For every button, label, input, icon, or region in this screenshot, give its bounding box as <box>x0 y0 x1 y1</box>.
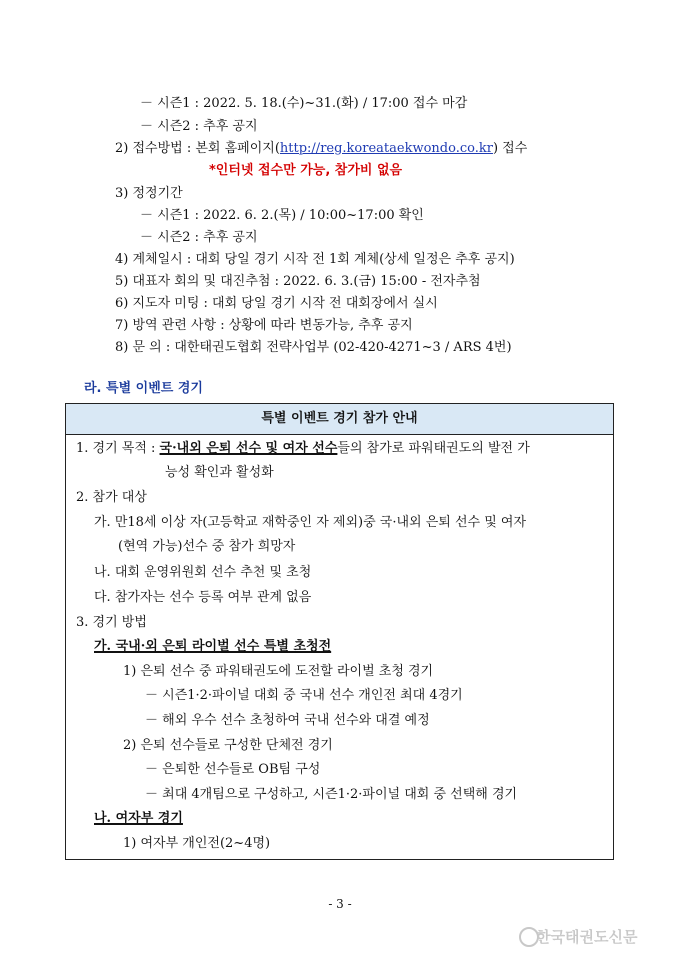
target-b: 나. 대회 운영위원회 선수 추천 및 초청 <box>94 565 312 580</box>
method-a2: 2) 은퇴 선수들로 구성한 단체전 경기 <box>123 738 333 753</box>
method-a1: 1) 은퇴 선수 중 파워태권도에 도전할 라이벌 초청 경기 <box>123 664 434 679</box>
registration-link[interactable]: http://reg.koreataekwondo.co.kr <box>279 141 493 156</box>
target-title: 2. 참가 대상 <box>76 490 147 505</box>
purpose-bold: 국·내외 은퇴 선수 및 여자 선수 <box>159 441 338 456</box>
section-heading: 라. 특별 이벤트 경기 <box>84 381 203 396</box>
method-a2-1: － 은퇴한 선수들로 OB팀 구성 <box>145 762 321 777</box>
watermark: 한국태권도신문 <box>536 928 638 946</box>
method-a1-1: － 시즌1·2·파이널 대회 중 국내 선수 개인전 최대 4경기 <box>145 688 463 703</box>
apply-method-suffix: ) 접수 <box>492 141 528 156</box>
purpose-prefix: 1. 경기 목적 : <box>76 441 160 456</box>
method-title: 3. 경기 방법 <box>76 615 147 630</box>
correction-season2: － 시즌2 : 추후 공지 <box>140 230 258 245</box>
correction-title: 3) 정정기간 <box>115 186 183 201</box>
internet-only-notice: *인터넷 접수만 가능, 참가비 없음 <box>209 163 403 178</box>
page-number: - 3 - <box>328 897 352 911</box>
apply-method-prefix: 2) 접수방법 : 본회 홈페이지( <box>115 141 280 156</box>
target-a-line1: 가. 만18세 이상 자(고등학교 재학중인 자 제외)중 국·내외 은퇴 선수 및 여자 <box>94 515 527 530</box>
box-header: 특별 이벤트 경기 참가 안내 <box>66 404 613 435</box>
quarantine-item: 7) 방역 관련 사항 : 상황에 따라 변동가능, 추후 공지 <box>115 318 413 333</box>
method-a2-2: － 최대 4개팀으로 구성하고, 시즌1·2·파이널 대회 중 선택해 경기 <box>145 787 518 802</box>
purpose-continued: 능성 확인과 활성화 <box>165 465 274 480</box>
method-b-heading: 나. 여자부 경기 <box>94 811 183 826</box>
purpose-line <box>76 440 530 458</box>
season2-notice: － 시즌2 : 추후 공지 <box>140 119 258 134</box>
target-a-line2: (현역 가능)선수 중 참가 희망자 <box>118 539 296 554</box>
season1-deadline: － 시즌1 : 2022. 5. 18.(수)~31.(화) / 17:00 접수 마감 <box>140 96 468 111</box>
method-a-heading: 가. 국내·외 은퇴 라이벌 선수 특별 초청전 <box>94 639 332 654</box>
draw-item: 5) 대표자 회의 및 대진추첨 : 2022. 6. 3.(금) 15:00 - 전자추첨 <box>115 274 481 289</box>
method-a1-2: － 해외 우수 선수 초청하여 국내 선수와 대결 예정 <box>145 713 430 728</box>
purpose-rest: 들의 참가로 파워태권도의 발전 가 <box>337 441 530 456</box>
contact-item: 8) 문 의 : 대한태권도협회 전략사업부 (02-420-4271~3 / ARS 4번) <box>115 340 512 355</box>
method-b1: 1) 여자부 개인전(2~4명) <box>123 836 271 851</box>
coach-meeting-item: 6) 지도자 미팅 : 대회 당일 경기 시작 전 대회장에서 실시 <box>115 296 438 311</box>
weigh-in-item: 4) 계체일시 : 대회 당일 경기 시작 전 1회 계체(상세 일정은 추후 공지) <box>115 252 515 267</box>
correction-season1: － 시즌1 : 2022. 6. 2.(목) / 10:00~17:00 확인 <box>140 208 424 223</box>
target-c: 다. 참가자는 선수 등록 여부 관계 없음 <box>94 590 312 605</box>
apply-method <box>115 140 527 158</box>
